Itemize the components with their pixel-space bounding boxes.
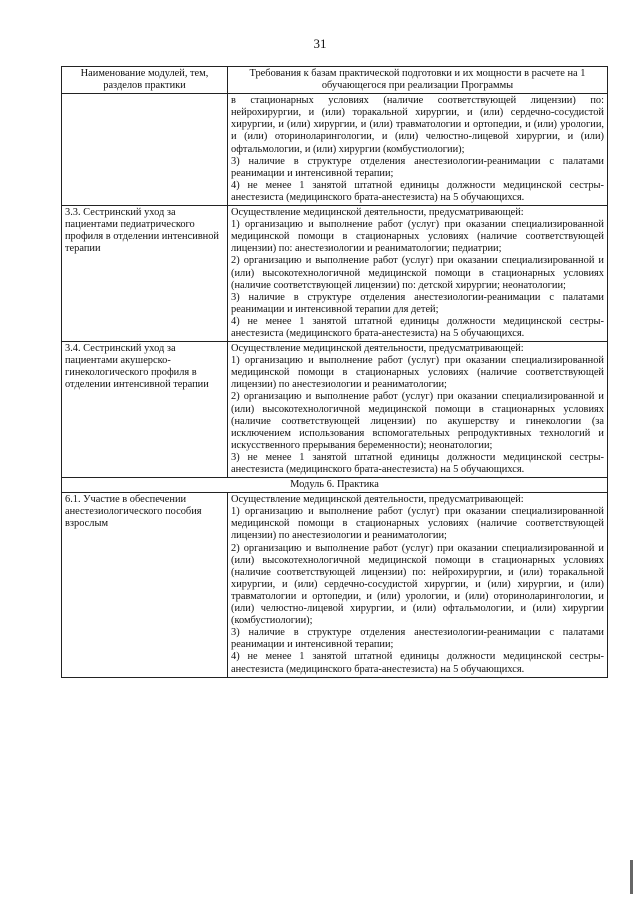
table-row [62, 94, 608, 206]
row-topic: 3.3. Сестринский уход за пациентами педиатрического профиля в отделении интенсивной терапии [62, 206, 228, 342]
header-modules: Наименование модулей, тем, разделов практики [62, 67, 228, 94]
row-requirements [228, 94, 608, 206]
row-topic: 6.1. Участие в обеспечении анестезиологического пособия взрослым [62, 493, 228, 677]
requirement-paragraph: 4) не менее 1 занятой штатной единицы должности медицинской сестры-анестезиста (медицинского брата-анестезиста) на 5 обучающихся. [231, 179, 604, 203]
requirement-paragraph: 1) организацию и выполнение работ (услуг) при оказании специализированной медицинской помощи в стационарных условиях (наличие соответствующей лицензии) по: анестезиологии и реаниматологии; педиатрии; [231, 219, 604, 255]
requirement-paragraph: 4) не менее 1 занятой штатной единицы должности медицинской сестры-анестезиста (медицинского брата-анестезиста) на 5 обучающихся. [231, 651, 604, 675]
table-header-row [62, 67, 608, 94]
requirements-table [61, 66, 608, 678]
row-requirements [228, 342, 608, 478]
margin-scan-mark [630, 860, 639, 894]
requirement-paragraph: 1) организацию и выполнение работ (услуг) при оказании специализированной медицинской помощи в стационарных условиях (наличие соответствующей лицензии) по анестезиологии и реаниматологии; [231, 506, 604, 542]
requirement-paragraph: 2) организацию и выполнение работ (услуг) при оказании специализированной и (или) высокотехнологичной медицинской помощи в стационарных условиях (наличие соответствующей лицензии) по: детской хирургии; неонатологии; [231, 255, 604, 291]
requirement-paragraph: в стационарных условиях (наличие соответствующей лицензии) по: нейрохирургии, и (или) торакальной хирургии, и (или) сердечно-сосудистой хирургии, и (или) хирургии, и (или) травматологии и ортопедии, и (или) урологии, и (или) оториноларингологии, и (или) челюстно-лицевой хирургии, и (или) офтальмологии, и (или) хирургии (комбустиологии); [231, 95, 604, 155]
requirement-paragraph: Осуществление медицинской деятельности, предусматривающей: [231, 343, 524, 355]
requirement-paragraph: Осуществление медицинской деятельности, предусматривающей: [231, 494, 524, 506]
row-topic [62, 94, 228, 206]
requirement-paragraph: 2) организацию и выполнение работ (услуг) при оказании специализированной и (или) высокотехнологичной медицинской помощи в стационарных условиях (наличие соответствующей лицензии) по акушерству и гинекологии (за исключением использования вспомогательных репродуктивных технологий и искусственного прерывания беременности); неонатологии; [231, 391, 604, 451]
table-row [62, 206, 608, 342]
requirement-paragraph: 3) наличие в структуре отделения анестезиологии-реанимации с палатами реанимации и интенсивной терапии; [231, 155, 604, 179]
page-number: 31 [313, 36, 327, 51]
row-requirements [228, 493, 608, 677]
table-row [62, 493, 608, 677]
requirement-paragraph: 3) наличие в структуре отделения анестезиологии-реанимации с палатами реанимации и интенсивной терапии для детей; [231, 291, 604, 315]
requirement-paragraph: 3) не менее 1 занятой штатной единицы должности медицинской сестры-анестезиста (медицинского брата-анестезиста) на 5 обучающихся. [231, 451, 604, 475]
module-row [62, 478, 608, 493]
requirement-paragraph: 3) наличие в структуре отделения анестезиологии-реанимации с палатами реанимации и интенсивной терапии; [231, 627, 604, 651]
requirement-paragraph: 2) организацию и выполнение работ (услуг) при оказании специализированной и (или) высокотехнологичной медицинской помощи в стационарных условиях (наличие соответствующей лицензии) по: нейрохирургии, и (или) торакальной хирургии, и (или) сердечно-сосудистой хирургии, и (или) хирургии, и (или) травматологии и ортопедии, и (или) урологии, и (или) оториноларингологии, и (или) челюстно-лицевой хирургии, и (или) офтальмологии, и (или) хирургии (комбустиологии); [231, 542, 604, 627]
header-requirements: Требования к базам практической подготовки и их мощности в расчете на 1 обучающегося при реализации Программы [228, 67, 608, 94]
requirement-paragraph: Осуществление медицинской деятельности, предусматривающей: [231, 207, 524, 219]
requirement-paragraph: 4) не менее 1 занятой штатной единицы должности медицинской сестры-анестезиста (медицинского брата-анестезиста) на 5 обучающихся. [231, 315, 604, 339]
module-title: Модуль 6. Практика [62, 478, 608, 493]
row-topic: 3.4. Сестринский уход за пациентами акушерско-гинекологического профиля в отделении интенсивной терапии [62, 342, 228, 478]
table-row [62, 342, 608, 478]
row-requirements [228, 206, 608, 342]
requirement-paragraph: 1) организацию и выполнение работ (услуг) при оказании специализированной медицинской помощи в стационарных условиях (наличие соответствующей лицензии) по анестезиологии и реаниматологии; [231, 355, 604, 391]
